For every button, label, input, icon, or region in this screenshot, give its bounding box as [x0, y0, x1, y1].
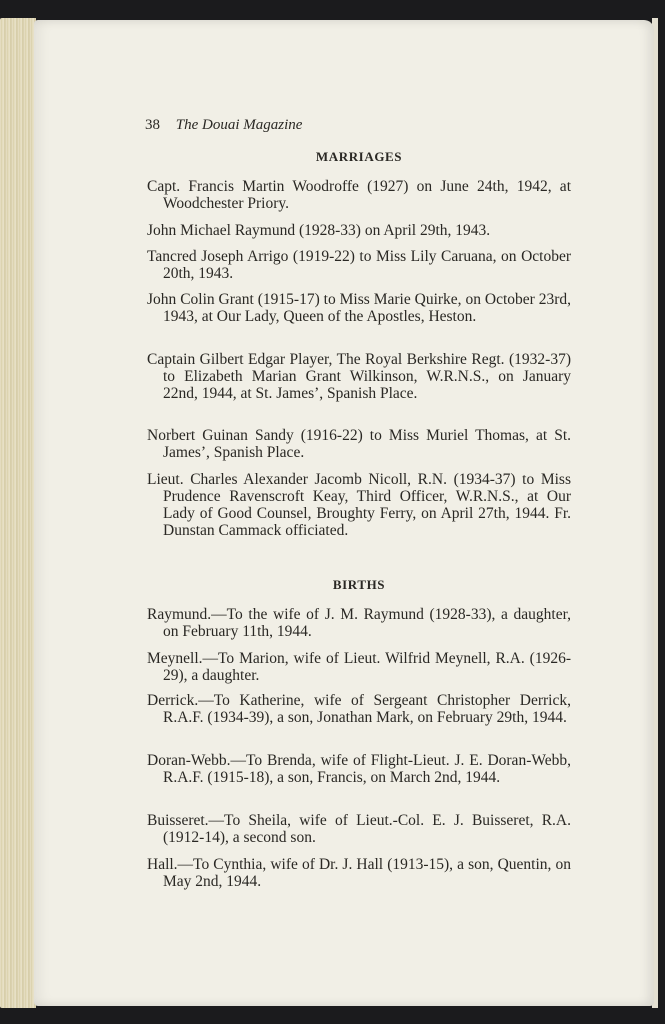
birth-entry: Doran-Webb.—To Brenda, wife of Flight-Lieut. J. E. Doran-Webb, R.A.F. (1915-18), a son, Francis, on March 2nd, 1944. [147, 752, 571, 786]
marriage-entry: Captain Gilbert Edgar Player, The Royal Berkshire Regt. (1932-37) to Elizabeth Marian Grant Wilkinson, W.R.N.S., on January 22nd, 1944, at St. James’, Spanish Place. [147, 351, 571, 402]
marriage-entry: John Colin Grant (1915-17) to Miss Marie Quirke, on October 23rd, 1943, at Our Lady, Queen of the Apostles, Heston. [147, 291, 571, 325]
marriage-entry: John Michael Raymund (1928-33) on April 29th, 1943. [147, 222, 491, 239]
marriages-heading: MARRIAGES [315, 149, 403, 164]
birth-entry: Raymund.—To the wife of J. M. Raymund (1928-33), a daughter, on February 11th, 1944. [147, 606, 571, 640]
marriage-entry: Capt. Francis Martin Woodroffe (1927) on June 24th, 1942, at Woodchester Priory. [147, 178, 571, 212]
publication-title: The Douai Magazine [175, 117, 303, 133]
birth-entry: Derrick.—To Katherine, wife of Sergeant Christopher Derrick, R.A.F. (1934-39), a son, Jonathan Mark, on February 29th, 1944. [147, 692, 571, 726]
birth-entry: Meynell.—To Marion, wife of Lieut. Wilfrid Meynell, R.A. (1926-29), a daughter. [147, 650, 571, 684]
marriage-entry: Lieut. Charles Alexander Jacomb Nicoll, R.N. (1934-37) to Miss Prudence Ravenscroft Keay, Third Officer, W.R.N.S., at Our Lady of Good Counsel, Broughty Ferry, on April 27th, 1944. Fr. Dunstan Cammack officiated. [147, 471, 571, 539]
book-page-edges [0, 18, 36, 1008]
birth-entry: Buisseret.—To Sheila, wife of Lieut.-Col. E. J. Buisseret, R.A. (1912-14), a second son. [147, 812, 571, 846]
births-heading: BIRTHS [332, 577, 386, 592]
running-head [145, 117, 302, 134]
page-number: 38 [145, 117, 160, 133]
birth-entry: Hall.—To Cynthia, wife of Dr. J. Hall (1913-15), a son, Quentin, on May 2nd, 1944. [147, 856, 571, 890]
marriage-entry: Tancred Joseph Arrigo (1919-22) to Miss Lily Caruana, on October 20th, 1943. [147, 248, 571, 282]
marriage-entry: Norbert Guinan Sandy (1916-22) to Miss Muriel Thomas, at St. James’, Spanish Place. [147, 427, 571, 461]
